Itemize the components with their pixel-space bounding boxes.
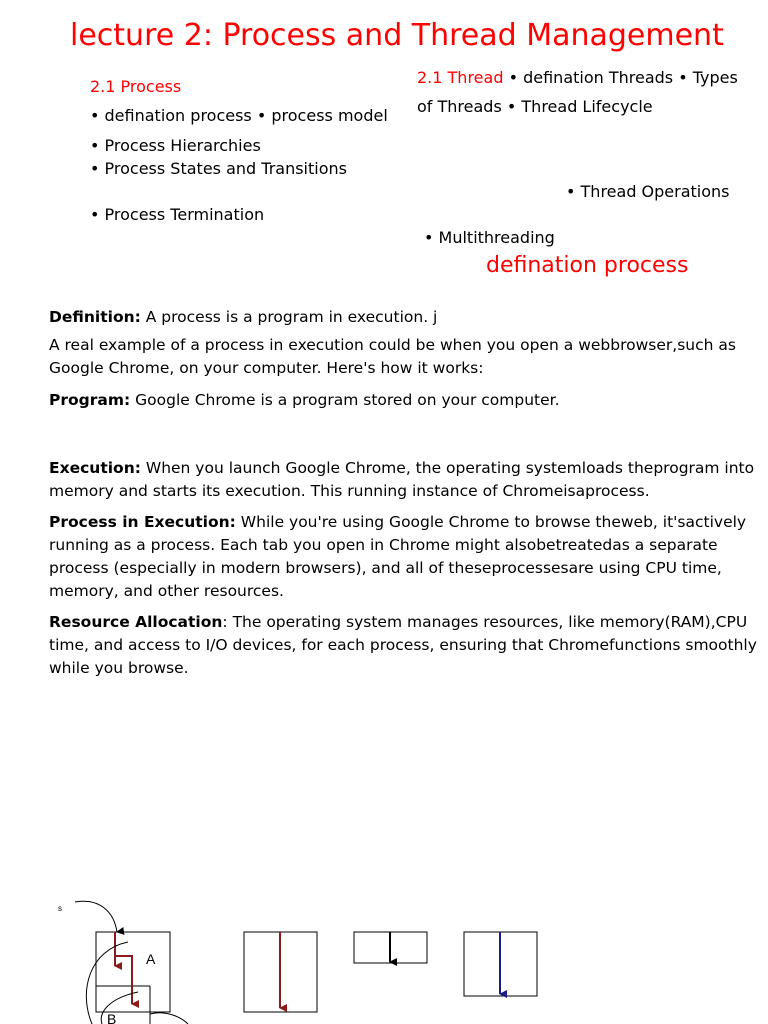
label-s: s (58, 904, 62, 913)
process-section-heading: 2.1 Process (90, 77, 182, 96)
process-topic-line-1: • defination process • process model (90, 106, 388, 125)
entry-arrow (75, 901, 117, 932)
process-topic-line-2: • Process Hierarchies (90, 136, 261, 155)
process-in-execution-text: While you're using Google Chrome to browse theweb, it'sactively running as a process. Each tab you open in Chrome might alsobetreatedas a separate process (especially in modern browsers), and all of theseprocessesare using CPU time, memory, and other resources. (49, 513, 747, 600)
thread-diagram (0, 880, 768, 1024)
process-topic-line-3: • Process States and Transitions (90, 159, 347, 178)
thread-topic-line-1-rest: • defination Threads • Types (503, 68, 738, 87)
thread-topic-line-2: of Threads • Thread Lifecycle (417, 97, 653, 116)
thread-topic-line-4: • Multithreading (424, 228, 555, 247)
execution-text: When you launch Google Chrome, the operating systemloads theprogram into memory and starts its execution. This running instance of Chromeisaprocess. (49, 459, 755, 500)
program-text: Google Chrome is a program stored on your computer. (130, 391, 560, 409)
execution-label: Execution: (49, 459, 141, 477)
process-topic-line-4: • Process Termination (90, 205, 265, 224)
single-thread-box-blue (464, 932, 537, 996)
definition-paragraph (49, 306, 764, 329)
execution-paragraph (49, 457, 764, 503)
resource-allocation-paragraph (49, 611, 764, 680)
exit-curve (150, 1013, 188, 1024)
thread-topic-line-3: • Thread Operations (566, 182, 730, 201)
multi-process-box (58, 901, 188, 1024)
label-b: B (107, 1011, 117, 1024)
definition-label: Definition: (49, 308, 141, 326)
process-in-execution-label: Process in Execution: (49, 513, 236, 531)
program-paragraph (49, 389, 764, 412)
resource-allocation-text: : The operating system manages resources, like memory(RAM),CPU time, and access to I/O devices, for each process, ensuring that Chromefunctions smoothly while you browse. (49, 613, 757, 677)
resource-allocation-label: Resource Allocation (49, 613, 223, 631)
single-thread-box-red (244, 932, 317, 1012)
section-heading: defination process (486, 253, 689, 278)
definition-text: A process is a program in execution. j (140, 308, 438, 326)
page-title: lecture 2: Process and Thread Management (70, 18, 724, 53)
thread-topic-line-1 (417, 68, 738, 87)
program-label: Program: (49, 391, 131, 409)
example-paragraph: A real example of a process in execution could be when you open a webbrowser,such as Google Chrome, on your computer. Here's how it works: (49, 336, 736, 377)
thread-section-heading: 2.1 Thread (417, 68, 504, 87)
short-thread-box (354, 932, 427, 963)
process-in-execution-paragraph (49, 511, 764, 603)
label-a: A (146, 951, 156, 967)
